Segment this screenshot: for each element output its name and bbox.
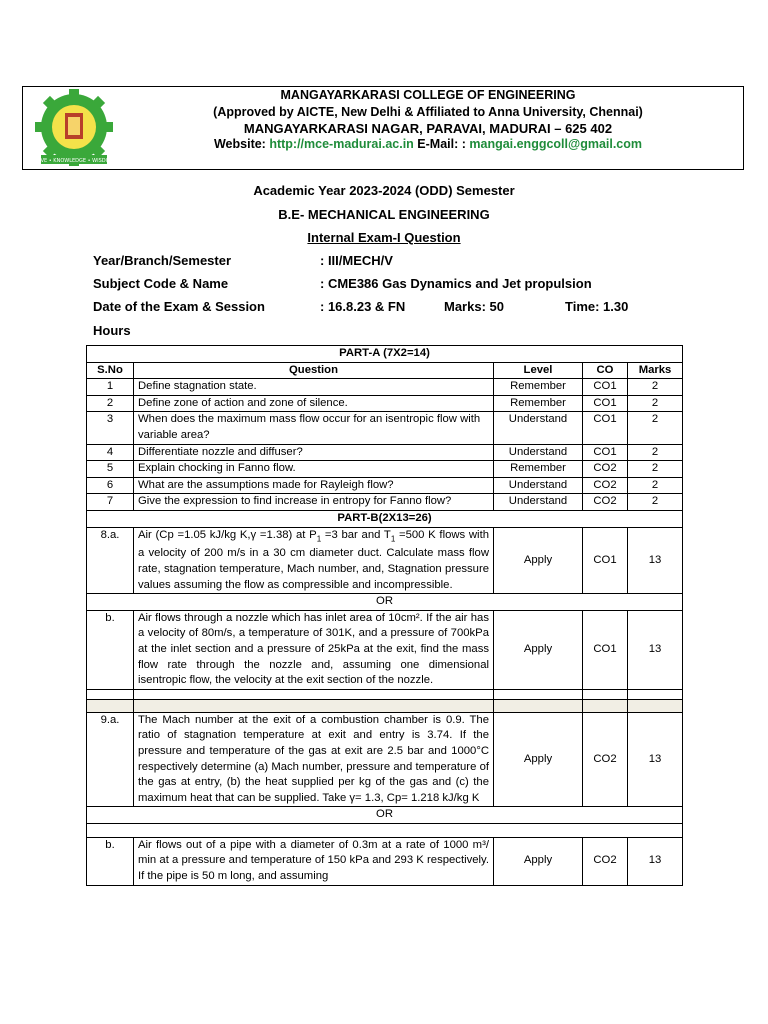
academic-year: Academic Year 2023-2024 (ODD) Semester [253, 183, 515, 198]
row-question: Air flows out of a pipe with a diameter of 0.3m at a rate of 1000 m³/ min at a pressure and temperature of 150 kPa and 293 K respectively. If the pipe is 50 m long, and assuming [134, 837, 494, 885]
row-co: CO1 [583, 444, 628, 461]
row-sno: 6 [87, 477, 134, 494]
part-a-title: PART-A (7X2=14) [87, 346, 683, 363]
row-marks: 2 [628, 395, 683, 412]
or-label: OR [87, 594, 683, 611]
subject-value: : CME386 Gas Dynamics and Jet propulsion [320, 276, 592, 291]
spacer-row [87, 823, 683, 837]
college-approval: (Approved by AICTE, New Delhi & Affiliated to Anna University, Chennai) [213, 105, 643, 119]
part-b-heading [87, 510, 683, 527]
row-question: Give the expression to find increase in entropy for Fanno flow? [134, 494, 494, 511]
header-marks: Marks [628, 362, 683, 379]
time-value: Time: 1.30 [565, 299, 629, 314]
row-level: Apply [494, 712, 583, 807]
year-value: : III/MECH/V [320, 253, 393, 268]
or-separator [87, 807, 683, 824]
row-sno: 2 [87, 395, 134, 412]
website-link[interactable]: http://mce-madurai.ac.in [269, 137, 414, 151]
row-level: Apply [494, 527, 583, 594]
row-marks: 13 [628, 610, 683, 689]
program-name: B.E- MECHANICAL ENGINEERING [278, 207, 490, 222]
row-co: CO1 [583, 412, 628, 444]
or-separator [87, 594, 683, 611]
part-b-title: PART-B(2X13=26) [87, 510, 683, 527]
spacer-row [87, 689, 683, 699]
table-row [87, 837, 683, 885]
row-marks: 2 [628, 477, 683, 494]
table-row [87, 379, 683, 396]
row-level: Understand [494, 412, 583, 444]
row-sno: 3 [87, 412, 134, 444]
subject-label: Subject Code & Name [93, 276, 229, 291]
row-marks: 2 [628, 412, 683, 444]
row-sno: b. [87, 610, 134, 689]
college-address: MANGAYARKARASI NAGAR, PARAVAI, MADURAI – 625 402 [243, 121, 613, 136]
row-question: Air flows through a nozzle which has inlet area of 10cm². If the air has a velocity of 80m/s, a temperature of 301K, and a pressure of 700kPa at the inlet section and a pressure of 25kPa at the exit, find the mass flow rate through the nozzle and, assuming one dimensional isentropic flow, the velocity at the exit section of the nozzle. [134, 610, 494, 689]
row-marks: 13 [628, 837, 683, 885]
row-co: CO1 [583, 527, 628, 594]
row-co: CO1 [583, 610, 628, 689]
row-sno: 8.a. [87, 527, 134, 594]
row-level: Understand [494, 444, 583, 461]
row-co: CO2 [583, 494, 628, 511]
table-row [87, 494, 683, 511]
row-level: Remember [494, 461, 583, 478]
header-co: CO [583, 362, 628, 379]
table-row [87, 444, 683, 461]
row-sno: 9.a. [87, 712, 134, 807]
row-question: Define stagnation state. [134, 379, 494, 396]
date-value: : 16.8.23 & FN [320, 299, 406, 314]
row-level: Understand [494, 477, 583, 494]
table-row [87, 461, 683, 478]
row-marks: 2 [628, 444, 683, 461]
row-marks: 2 [628, 494, 683, 511]
row-level: Remember [494, 395, 583, 412]
row-marks: 13 [628, 712, 683, 807]
row-question: When does the maximum mass flow occur for an isentropic flow with variable area? [134, 412, 494, 444]
row-question: Explain chocking in Fanno flow. [134, 461, 494, 478]
row-sno: 4 [87, 444, 134, 461]
table-row [87, 610, 683, 689]
college-name: MANGAYARKARASI COLLEGE OF ENGINEERING [280, 88, 576, 102]
row-sno: 5 [87, 461, 134, 478]
row-marks: 2 [628, 379, 683, 396]
row-co: CO2 [583, 461, 628, 478]
row-level: Apply [494, 610, 583, 689]
website-label: Website: [213, 137, 270, 151]
row-question: The Mach number at the exit of a combustion chamber is 0.9. The ratio of stagnation temperature at exit and entry is 3.74. If the pressure and temperature of the gas at exit are 2.5 bar and 1000°C respectively determine (a) Mach number, pressure and temperature of the gas at entry, (b) the heat supplied per kg of the gas and (c) the maximum heat that can be supplied. Take γ= 1.3, Cp= 1.218 kJ/kg K [134, 712, 494, 807]
hours-label: Hours [93, 323, 131, 338]
row-level: Remember [494, 379, 583, 396]
row-co: CO2 [583, 477, 628, 494]
table-row [87, 527, 683, 594]
header-level: Level [494, 362, 583, 379]
row-sno: b. [87, 837, 134, 885]
row-question: What are the assumptions made for Rayleigh flow? [134, 477, 494, 494]
email-label: E-Mail: : [413, 137, 470, 151]
table-row [87, 712, 683, 807]
year-label: Year/Branch/Semester [93, 253, 232, 268]
exam-title: Internal Exam-I Question [307, 230, 461, 245]
row-question: Differentiate nozzle and diffuser? [134, 444, 494, 461]
row-co: CO2 [583, 837, 628, 885]
or-label: OR [87, 807, 683, 824]
marks-value: Marks: 50 [444, 299, 504, 314]
shaded-row [87, 699, 683, 712]
row-level: Apply [494, 837, 583, 885]
row-question: Define zone of action and zone of silence. [134, 395, 494, 412]
row-level: Understand [494, 494, 583, 511]
row-co: CO1 [583, 379, 628, 396]
row-marks: 13 [628, 527, 683, 594]
question-table [86, 345, 683, 886]
table-row [87, 477, 683, 494]
part-a-heading [87, 346, 683, 363]
table-row [87, 395, 683, 412]
logo-motto: LOVE • KNOWLEDGE • WISDOM [34, 158, 114, 164]
row-question: Air (Cp =1.05 kJ/kg K,γ =1.38) at $P_1 =3$ bar and $T_1 =500$ K flows with a velocity of 200 m/s in a 30 cm diameter duct. Calculate mass flow rate, stagnation temperature, Mach number, and, Stagnation pressure values assuming the flow as compressible and incompressible. [134, 527, 494, 594]
college-logo [29, 89, 119, 167]
row-marks: 2 [628, 461, 683, 478]
header-question: Question [134, 362, 494, 379]
email-link[interactable]: mangai.enggcoll@gmail.com [469, 137, 643, 151]
row-co: CO1 [583, 395, 628, 412]
date-label: Date of the Exam & Session [93, 299, 265, 314]
header-sno: S.No [87, 362, 134, 379]
college-header [22, 86, 744, 170]
row-sno: 7 [87, 494, 134, 511]
table-header-row [87, 362, 683, 379]
row-co: CO2 [583, 712, 628, 807]
row-sno: 1 [87, 379, 134, 396]
contact-line [123, 137, 733, 151]
table-row [87, 412, 683, 444]
